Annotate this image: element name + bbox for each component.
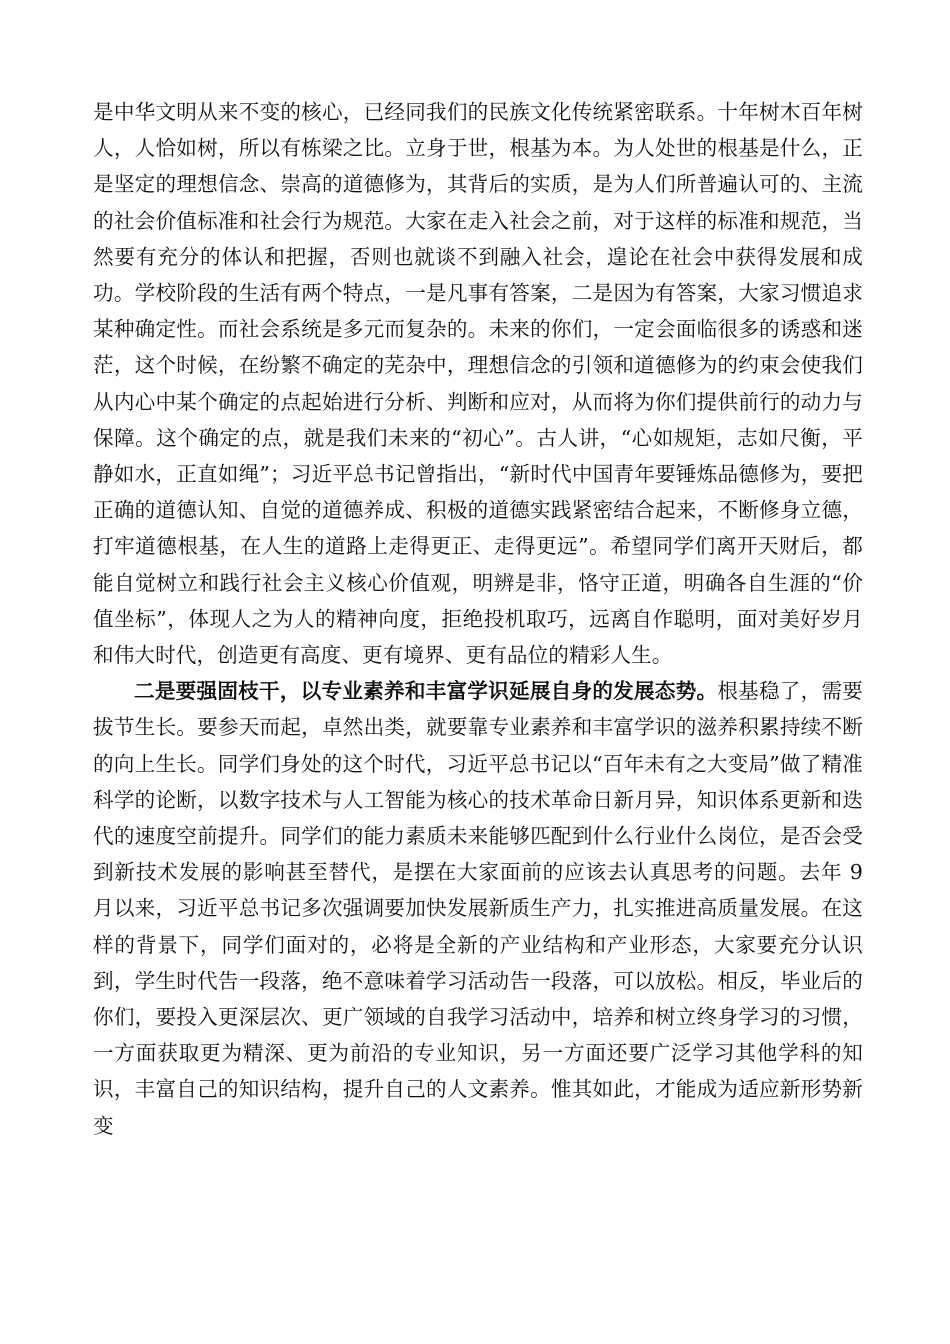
document-body [93,94,863,1144]
paragraph-2-bold-lead: 二是要强固枝干，以专业素养和丰富学识延展自身的发展态势。 [134,679,718,704]
paragraph-2 [93,673,863,1144]
paragraph-1: 是中华文明从来不变的核心，已经同我们的民族文化传统紧密联系。十年树木百年树人，人恰如树，所以有栋梁之比。立身于世，根基为本。为人处世的根基是什么，正是坚定的理想信念、崇高的道德修为，其背后的实质，是为人们所普遍认可的、主流的社会价值标准和社会行为规范。大家在走入社会之前，对于这样的标准和规范，当然要有充分的体认和把握，否则也就谈不到融入社会，遑论在社会中获得发展和成功。学校阶段的生活有两个特点，一是凡事有答案，二是因为有答案，大家习惯追求某种确定性。而社会系统是多元而复杂的。未来的你们，一定会面临很多的诱惑和迷茫，这个时候，在纷繁不确定的芜杂中，理想信念的引领和道德修为的约束会使我们从内心中某个确定的点起始进行分析、判断和应对，从而将为你们提供前行的动力与保障。这个确定的点，就是我们未来的“初心”。古人讲，“心如规矩，志如尺衡，平静如水，正直如绳”；习近平总书记曾指出，“新时代中国青年要锤炼品德修为，要把正确的道德认知、自觉的道德养成、积极的道德实践紧密结合起来，不断修身立德，打牢道德根基，在人生的道路上走得更正、走得更远”。希望同学们离开天财后，都能自觉树立和践行社会主义核心价值观，明辨是非，恪守正道，明确各自生涯的“价值坐标”，体现人之为人的精神向度，拒绝投机取巧，远离自作聪明，面对美好岁月和伟大时代，创造更有高度、更有境界、更有品位的精彩人生。 [93,100,863,668]
paragraph-2-body: 根基稳了，需要拔节生长。要参天而起，卓然出类，就要靠专业素养和丰富学识的滋养积累持续不断的向上生长。同学们身处的这个时代，习近平总书记以“百年未有之大变局”做了精准科学的论断，以数字技术与人工智能为核心的技术革命日新月异，知识体系更新和迭代的速度空前提升。同学们的能力素质未来能够匹配到什么行业什么岗位，是否会受到新技术发展的影响甚至替代，是摆在大家面前的应该去认真思考的问题。去年 9 月以来，习近平总书记多次强调要加快发展新质生产力，扎实推进高质量发展。在这样的背景下，同学们面对的，必将是全新的产业结构和产业形态，大家要充分认识到，学生时代告一段落，绝不意味着学习活动告一段落，可以放松。相反，毕业后的你们，要投入更深层次、更广领域的自我学习活动中，培养和树立终身学习的习惯，一方面获取更为精深、更为前沿的专业知识，另一方面还要广泛学习其他学科的知识，丰富自己的知识结构，提升自己的人文素养。惟其如此，才能成为适应新形势新变 [93,679,864,1138]
